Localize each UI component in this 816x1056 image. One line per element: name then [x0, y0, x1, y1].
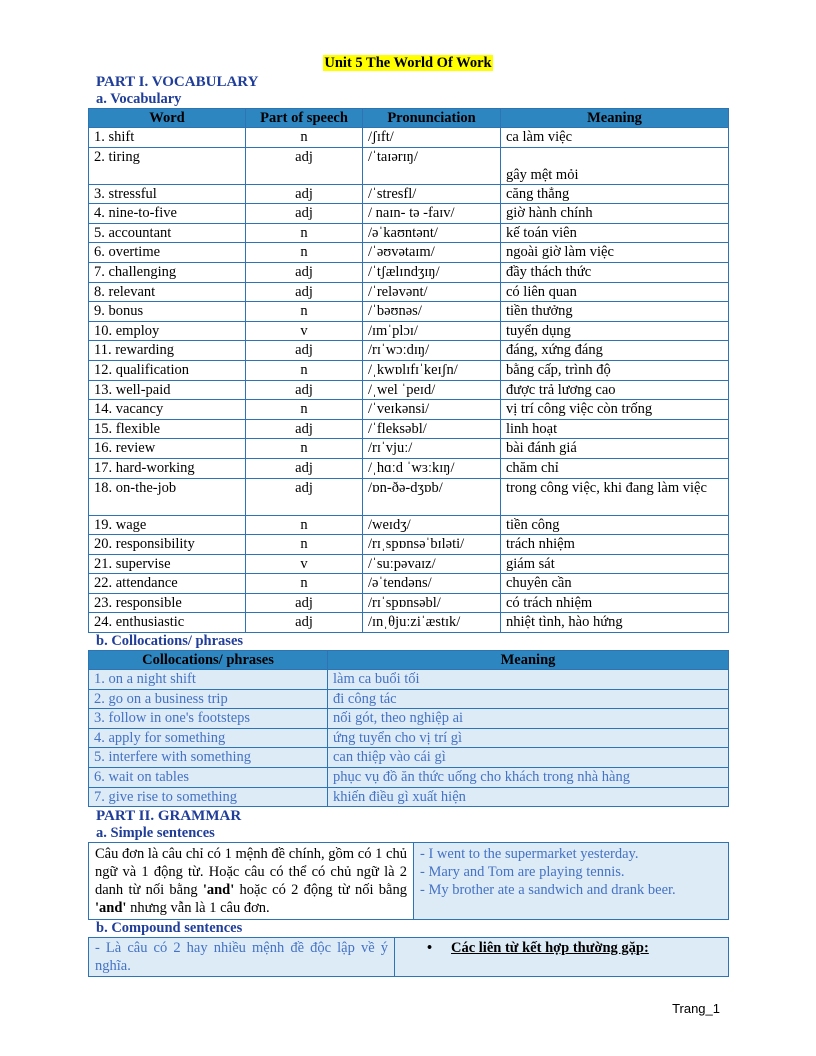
vocab-part-of-speech: n — [246, 535, 363, 555]
collocation-meaning: can thiệp vào cái gì — [328, 748, 729, 768]
collocation-row — [89, 670, 729, 690]
vocab-pronunciation: /ɪnˌθjuːziˈæstɪk/ — [363, 613, 501, 633]
collocation-row — [89, 768, 729, 788]
vocab-part-of-speech: v — [246, 321, 363, 341]
vocab-meaning: có trách nhiệm — [501, 593, 729, 613]
collocations-heading: b. Collocations/ phrases — [96, 633, 244, 650]
vocab-part-of-speech: adj — [246, 593, 363, 613]
collocation-meaning: đi công tác — [328, 689, 729, 709]
vocab-row — [89, 184, 729, 204]
vocab-pronunciation: /ˌwel ˈpeɪd/ — [363, 380, 501, 400]
vocab-row — [89, 243, 729, 263]
vocab-meaning: tiền thưởng — [501, 302, 729, 322]
vocab-part-of-speech: n — [246, 400, 363, 420]
compound-sentences-heading: b. Compound sentences — [96, 920, 243, 937]
vocab-part-of-speech: n — [246, 439, 363, 459]
vocab-pronunciation: / naɪn- tə -faɪv/ — [363, 204, 501, 224]
vocab-meaning: trong công việc, khi đang làm việc — [501, 478, 729, 515]
vocab-word: 12. qualification — [89, 360, 246, 380]
vocab-part-of-speech: adj — [246, 341, 363, 361]
vocab-meaning: đầy thách thức — [501, 262, 729, 282]
collocation-row — [89, 709, 729, 729]
column-header-pronunciation: Pronunciation — [363, 109, 501, 128]
vocab-word: 24. enthusiastic — [89, 613, 246, 633]
part-2-heading: PART II. GRAMMAR — [96, 808, 242, 825]
vocab-meaning: chăm chỉ — [501, 458, 729, 478]
vocab-row — [89, 282, 729, 302]
compound-sentences-description: - Là câu có 2 hay nhiều mệnh đề độc lập về ý nghĩa. — [89, 938, 395, 977]
vocab-part-of-speech: v — [246, 554, 363, 574]
vocab-part-of-speech: adj — [246, 147, 363, 184]
collocation-meaning: phục vụ đồ ăn thức uống cho khách trong nhà hàng — [328, 768, 729, 788]
vocab-row — [89, 419, 729, 439]
simple-sentences-table — [88, 842, 729, 920]
vocab-pronunciation: /ʃɪft/ — [363, 128, 501, 148]
vocab-word: 22. attendance — [89, 574, 246, 594]
vocab-meaning: giờ hành chính — [501, 204, 729, 224]
vocab-word: 6. overtime — [89, 243, 246, 263]
vocab-word: 4. nine-to-five — [89, 204, 246, 224]
collocation-meaning: khiến điều gì xuất hiện — [328, 787, 729, 807]
vocab-meaning: kế toán viên — [501, 223, 729, 243]
vocab-word: 8. relevant — [89, 282, 246, 302]
vocab-row — [89, 439, 729, 459]
vocab-pronunciation: /rɪˈspɒnsəbl/ — [363, 593, 501, 613]
column-header-meaning: Meaning — [501, 109, 729, 128]
vocab-word: 3. stressful — [89, 184, 246, 204]
simple-sentences-examples — [414, 843, 729, 920]
vocab-part-of-speech: adj — [246, 204, 363, 224]
vocab-pronunciation: /rɪˈwɔːdɪŋ/ — [363, 341, 501, 361]
vocab-row — [89, 341, 729, 361]
vocab-row — [89, 380, 729, 400]
vocab-part-of-speech: adj — [246, 419, 363, 439]
vocab-part-of-speech: n — [246, 574, 363, 594]
vocab-meaning: gây mệt mỏi — [501, 147, 729, 184]
vocab-part-of-speech: n — [246, 243, 363, 263]
vocab-meaning: ngoài giờ làm việc — [501, 243, 729, 263]
column-header-word: Word — [89, 109, 246, 128]
vocab-meaning: tiền công — [501, 515, 729, 535]
vocab-word: 23. responsible — [89, 593, 246, 613]
vocab-part-of-speech: adj — [246, 458, 363, 478]
page-number: Trang_1 — [672, 1001, 720, 1016]
collocations-header-row — [89, 651, 729, 670]
vocab-part-of-speech: n — [246, 302, 363, 322]
collocation-meaning: ứng tuyển cho vị trí gì — [328, 728, 729, 748]
vocab-row — [89, 593, 729, 613]
vocab-part-of-speech: n — [246, 128, 363, 148]
example-sentence: - My brother ate a sandwich and drank beer. — [420, 882, 676, 899]
collocation-phrase: 7. give rise to something — [89, 787, 328, 807]
vocab-row — [89, 554, 729, 574]
vocab-row — [89, 400, 729, 420]
vocab-pronunciation: /ɒn-ðə-dʒɒb/ — [363, 478, 501, 515]
vocab-pronunciation: /ˈtʃælɪndʒɪŋ/ — [363, 262, 501, 282]
vocab-row — [89, 478, 729, 515]
vocab-word: 5. accountant — [89, 223, 246, 243]
vocab-part-of-speech: adj — [246, 282, 363, 302]
vocab-word: 18. on-the-job — [89, 478, 246, 515]
vocab-word: 9. bonus — [89, 302, 246, 322]
vocab-row — [89, 223, 729, 243]
vocab-row — [89, 613, 729, 633]
vocab-meaning: căng thẳng — [501, 184, 729, 204]
vocab-pronunciation: /ɪmˈplɔɪ/ — [363, 321, 501, 341]
vocab-pronunciation: /ˈveɪkənsi/ — [363, 400, 501, 420]
vocab-part-of-speech: adj — [246, 184, 363, 204]
vocab-meaning: ca làm việc — [501, 128, 729, 148]
document-page — [88, 54, 728, 977]
vocab-pronunciation: /əˈtendəns/ — [363, 574, 501, 594]
vocab-pronunciation: /ˌkwɒlɪfɪˈkeɪʃn/ — [363, 360, 501, 380]
vocab-word: 10. employ — [89, 321, 246, 341]
simple-sentences-heading: a. Simple sentences — [96, 825, 215, 842]
vocab-pronunciation: /ˈsuːpəvaɪz/ — [363, 554, 501, 574]
vocab-meaning: linh hoạt — [501, 419, 729, 439]
vocab-pronunciation: /ˈstresfl/ — [363, 184, 501, 204]
vocab-row — [89, 147, 729, 184]
connectors-label: Các liên từ kết hợp thường gặp: — [451, 940, 649, 957]
collocation-row — [89, 689, 729, 709]
vocab-word: 11. rewarding — [89, 341, 246, 361]
collocation-meaning: làm ca buổi tối — [328, 670, 729, 690]
document-title: Unit 5 The World Of Work — [324, 55, 492, 71]
vocab-meaning: bằng cấp, trình độ — [501, 360, 729, 380]
bullet-icon: • — [427, 940, 433, 957]
vocab-word: 2. tiring — [89, 147, 246, 184]
collocation-row — [89, 787, 729, 807]
collocation-phrase: 6. wait on tables — [89, 768, 328, 788]
vocab-meaning: tuyển dụng — [501, 321, 729, 341]
vocab-row — [89, 360, 729, 380]
vocab-part-of-speech: n — [246, 223, 363, 243]
vocab-pronunciation: /ˈreləvənt/ — [363, 282, 501, 302]
vocab-row — [89, 204, 729, 224]
collocation-phrase: 3. follow in one's footsteps — [89, 709, 328, 729]
collocation-row — [89, 728, 729, 748]
vocab-part-of-speech: adj — [246, 262, 363, 282]
vocab-row — [89, 458, 729, 478]
vocab-word: 16. review — [89, 439, 246, 459]
column-header-phrase: Collocations/ phrases — [89, 651, 328, 670]
vocab-meaning: đáng, xứng đáng — [501, 341, 729, 361]
column-header-phrase-meaning: Meaning — [328, 651, 729, 670]
vocab-word: 20. responsibility — [89, 535, 246, 555]
vocab-word: 15. flexible — [89, 419, 246, 439]
column-header-part-of-speech: Part of speech — [246, 109, 363, 128]
simple-sentences-description: Câu đơn là câu chỉ có 1 mệnh đề chính, gồm có 1 chủ ngữ và 1 động từ. Hoặc câu có thể có chủ ngữ là 2 danh từ nối bằng 'and' hoặc có 2 động từ nối bằng 'and' nhưng vẫn là 1 câu đơn. — [89, 843, 414, 920]
vocab-row — [89, 535, 729, 555]
vocabulary-table — [88, 108, 729, 633]
compound-sentences-table — [88, 937, 729, 977]
example-sentence: - Mary and Tom are playing tennis. — [420, 864, 625, 881]
vocab-part-of-speech: adj — [246, 613, 363, 633]
vocab-meaning: vị trí công việc còn trống — [501, 400, 729, 420]
collocations-table — [88, 650, 729, 807]
vocab-meaning: bài đánh giá — [501, 439, 729, 459]
connectors-cell — [395, 938, 729, 977]
vocab-pronunciation: /rɪˌspɒnsəˈbɪləti/ — [363, 535, 501, 555]
vocab-pronunciation: /ˌhɑːd ˈwɜːkɪŋ/ — [363, 458, 501, 478]
collocation-row — [89, 748, 729, 768]
vocab-word: 17. hard-working — [89, 458, 246, 478]
vocab-pronunciation: /ˈbəʊnəs/ — [363, 302, 501, 322]
vocab-pronunciation: /rɪˈvjuː/ — [363, 439, 501, 459]
vocab-meaning: giám sát — [501, 554, 729, 574]
vocab-word: 13. well-paid — [89, 380, 246, 400]
vocab-pronunciation: /ˈfleksəbl/ — [363, 419, 501, 439]
vocab-part-of-speech: n — [246, 515, 363, 535]
collocation-meaning: nối gót, theo nghiệp ai — [328, 709, 729, 729]
vocab-word: 7. challenging — [89, 262, 246, 282]
vocab-word: 21. supervise — [89, 554, 246, 574]
vocabulary-header-row — [89, 109, 729, 128]
vocab-meaning: được trả lương cao — [501, 380, 729, 400]
vocab-meaning: trách nhiệm — [501, 535, 729, 555]
vocab-meaning: nhiệt tình, hào hứng — [501, 613, 729, 633]
vocab-word: 14. vacancy — [89, 400, 246, 420]
vocab-pronunciation: /ˈəʊvətaɪm/ — [363, 243, 501, 263]
vocab-part-of-speech: adj — [246, 380, 363, 400]
collocation-phrase: 4. apply for something — [89, 728, 328, 748]
vocab-part-of-speech: n — [246, 360, 363, 380]
vocab-meaning: có liên quan — [501, 282, 729, 302]
vocab-row — [89, 515, 729, 535]
vocab-row — [89, 302, 729, 322]
vocab-pronunciation: /əˈkaʊntənt/ — [363, 223, 501, 243]
vocab-meaning: chuyên cần — [501, 574, 729, 594]
vocab-part-of-speech: adj — [246, 478, 363, 515]
collocation-phrase: 1. on a night shift — [89, 670, 328, 690]
vocab-pronunciation: /weɪdʒ/ — [363, 515, 501, 535]
vocab-row — [89, 262, 729, 282]
collocation-phrase: 2. go on a business trip — [89, 689, 328, 709]
vocab-row — [89, 128, 729, 148]
vocab-pronunciation: /ˈtaɪərɪŋ/ — [363, 147, 501, 184]
vocabulary-heading: a. Vocabulary — [96, 91, 182, 107]
vocab-row — [89, 574, 729, 594]
collocation-phrase: 5. interfere with something — [89, 748, 328, 768]
vocab-word: 19. wage — [89, 515, 246, 535]
part-1-heading: PART I. VOCABULARY — [96, 74, 259, 90]
vocab-row — [89, 321, 729, 341]
vocab-word: 1. shift — [89, 128, 246, 148]
example-sentence: - I went to the supermarket yesterday. — [420, 846, 639, 863]
